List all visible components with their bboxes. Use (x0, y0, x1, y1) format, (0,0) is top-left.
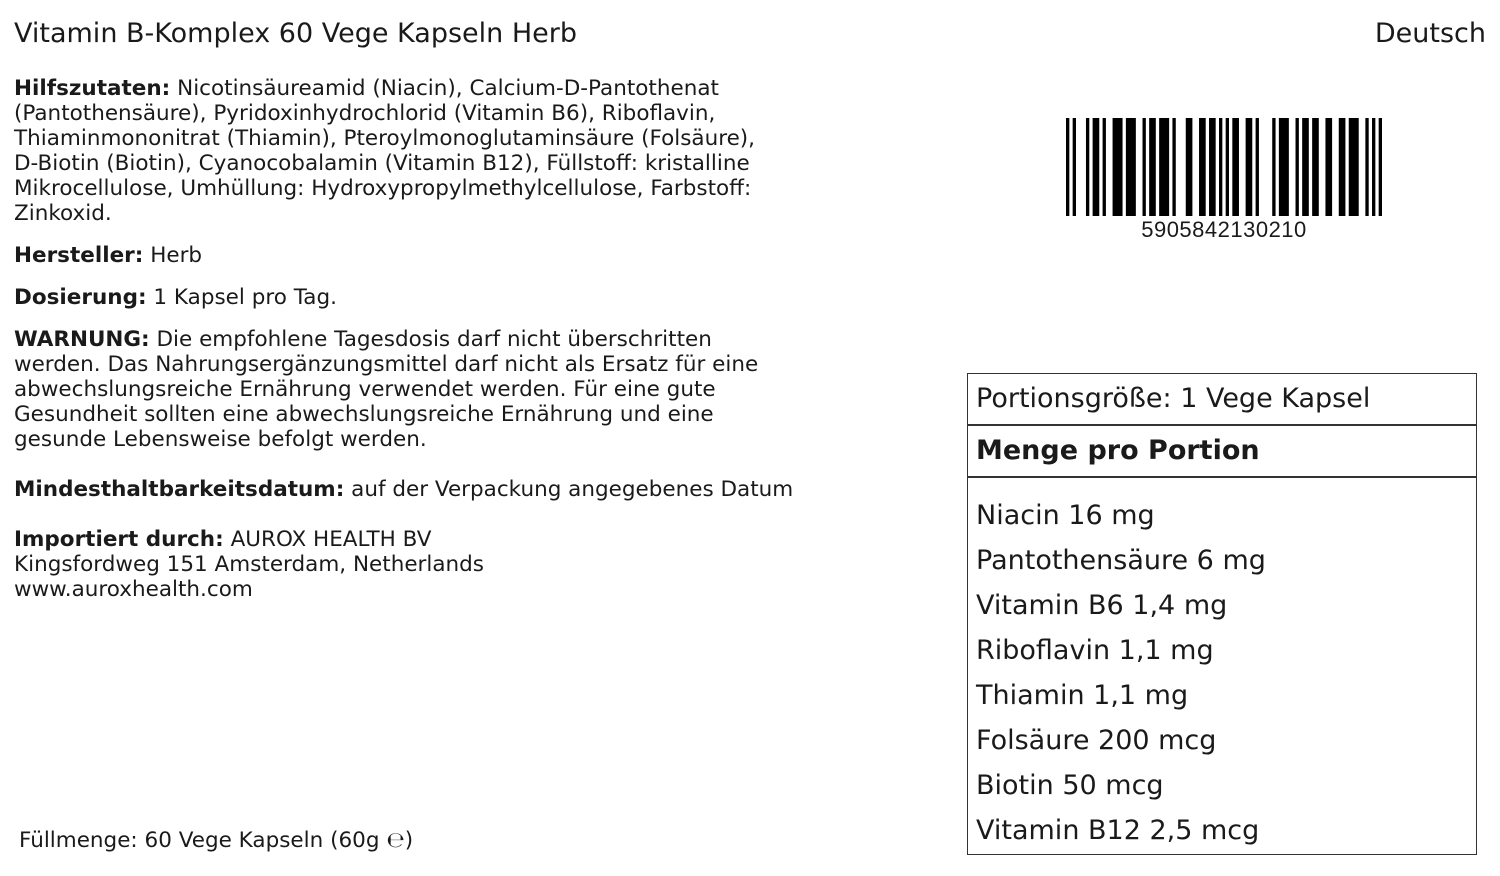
barcode-bar (1066, 118, 1069, 216)
barcode-bar (1172, 118, 1175, 216)
barcode-bar (1365, 118, 1368, 216)
dosage-section (14, 285, 854, 310)
warning-line: werden. Das Nahrungsergänzungsmittel darf nicht als Ersatz für eine (14, 352, 759, 377)
ingredients-section (14, 76, 854, 226)
barcode-bars (1066, 118, 1382, 216)
nutrient-item: Pantothensäure 6 mg (976, 545, 1266, 576)
ingredients-line: Zinkoxid. (14, 201, 112, 226)
nutrient-item: Niacin 16 mg (976, 500, 1155, 531)
warning-line: abwechslungsreiche Ernährung verwendet werden. Für eine gute (14, 377, 716, 402)
net-quantity: Füllmenge: 60 Vege Kapseln (60g ℮) (19, 828, 414, 853)
barcode-bar (1296, 118, 1299, 216)
importer-address: Kingsfordweg 151 Amsterdam, Netherlands (14, 552, 485, 577)
barcode-bar (1379, 118, 1382, 216)
nutrient-item: Thiamin 1,1 mg (976, 680, 1189, 711)
barcode-bar (1086, 118, 1089, 216)
barcode-bar (1149, 118, 1156, 216)
best-before-section (14, 477, 854, 502)
barcode-bar (1199, 118, 1206, 216)
barcode-bar (1272, 118, 1275, 216)
barcode-bar (1073, 118, 1076, 216)
product-title: Vitamin B-Komplex 60 Vege Kapseln Herb (14, 18, 577, 49)
barcode-bar (1103, 118, 1106, 216)
nutrient-item: Biotin 50 mcg (976, 770, 1164, 801)
warning-line: Gesundheit sollten eine abwechslungsreiche Ernährung und eine (14, 402, 714, 427)
warning-section (14, 327, 854, 452)
barcode-bar (1209, 118, 1216, 216)
barcode-bar (1256, 118, 1259, 216)
ingredients-line: (Pantothensäure), Pyridoxinhydrochlorid (Vitamin B6), Riboflavin, (14, 101, 716, 126)
barcode-bar (1186, 118, 1193, 216)
serving-size: Portionsgröße: 1 Vege Kapsel (968, 374, 1476, 426)
barcode-bar (1232, 118, 1239, 216)
barcode-bar (1226, 118, 1229, 216)
best-before-value: auf der Verpackung angegebenes Datum (351, 477, 794, 502)
importer-section (14, 527, 854, 602)
barcode-bar (1246, 118, 1253, 216)
nutrient-item: Folsäure 200 mcg (976, 725, 1217, 756)
barcode-bar (1339, 118, 1346, 216)
ingredients-line: Mikrocellulose, Umhüllung: Hydroxypropylmethylcellulose, Farbstoff: (14, 176, 752, 201)
nutrient-list (968, 481, 1476, 853)
barcode (1066, 118, 1382, 243)
nutrient-item: Vitamin B6 1,4 mg (976, 590, 1228, 621)
barcode-bar (1279, 118, 1289, 216)
manufacturer-section (14, 243, 854, 268)
nutrition-table (967, 373, 1477, 855)
warning-line: gesunde Lebensweise befolgt werden. (14, 427, 427, 452)
warning-label: WARNUNG: (14, 327, 150, 352)
importer-website: www.auroxhealth.com (14, 577, 253, 602)
barcode-bar (1159, 118, 1169, 216)
ingredients-label: Hilfszutaten: (14, 76, 171, 101)
barcode-bar (1126, 118, 1136, 216)
per-serving-heading: Menge pro Portion (968, 426, 1476, 478)
ingredients-line: Thiaminmononitrat (Thiamin), Pteroylmonoglutaminsäure (Folsäure), (14, 126, 756, 151)
warning-line: Die empfohlene Tagesdosis darf nicht überschritten (156, 327, 712, 352)
nutrient-item: Riboflavin 1,1 mg (976, 635, 1214, 666)
barcode-bar (1302, 118, 1309, 216)
barcode-bar (1113, 118, 1123, 216)
barcode-bar (1349, 118, 1359, 216)
manufacturer-value: Herb (150, 243, 203, 268)
ingredients-line: Nicotinsäureamid (Niacin), Calcium-D-Pantothenat (177, 76, 719, 101)
dosage-label: Dosierung: (14, 285, 147, 310)
barcode-bar (1372, 118, 1375, 216)
barcode-bar (1143, 118, 1146, 216)
manufacturer-label: Hersteller: (14, 243, 144, 268)
label-text-column (14, 76, 854, 619)
importer-name: AUROX HEALTH BV (230, 527, 432, 552)
dosage-value: 1 Kapsel pro Tag. (153, 285, 337, 310)
importer-label: Importiert durch: (14, 527, 224, 552)
barcode-number: 5905842130210 (1141, 217, 1307, 242)
ingredients-line: D-Biotin (Biotin), Cyanocobalamin (Vitamin B12), Füllstoff: kristalline (14, 151, 750, 176)
language-label: Deutsch (1374, 18, 1486, 49)
barcode-bar (1325, 118, 1332, 216)
barcode-bar (1312, 118, 1319, 216)
barcode-bar (1219, 118, 1222, 216)
barcode-bar (1093, 118, 1100, 216)
nutrient-item: Vitamin B12 2,5 mcg (976, 815, 1260, 846)
best-before-label: Mindesthaltbarkeitsdatum: (14, 477, 345, 502)
